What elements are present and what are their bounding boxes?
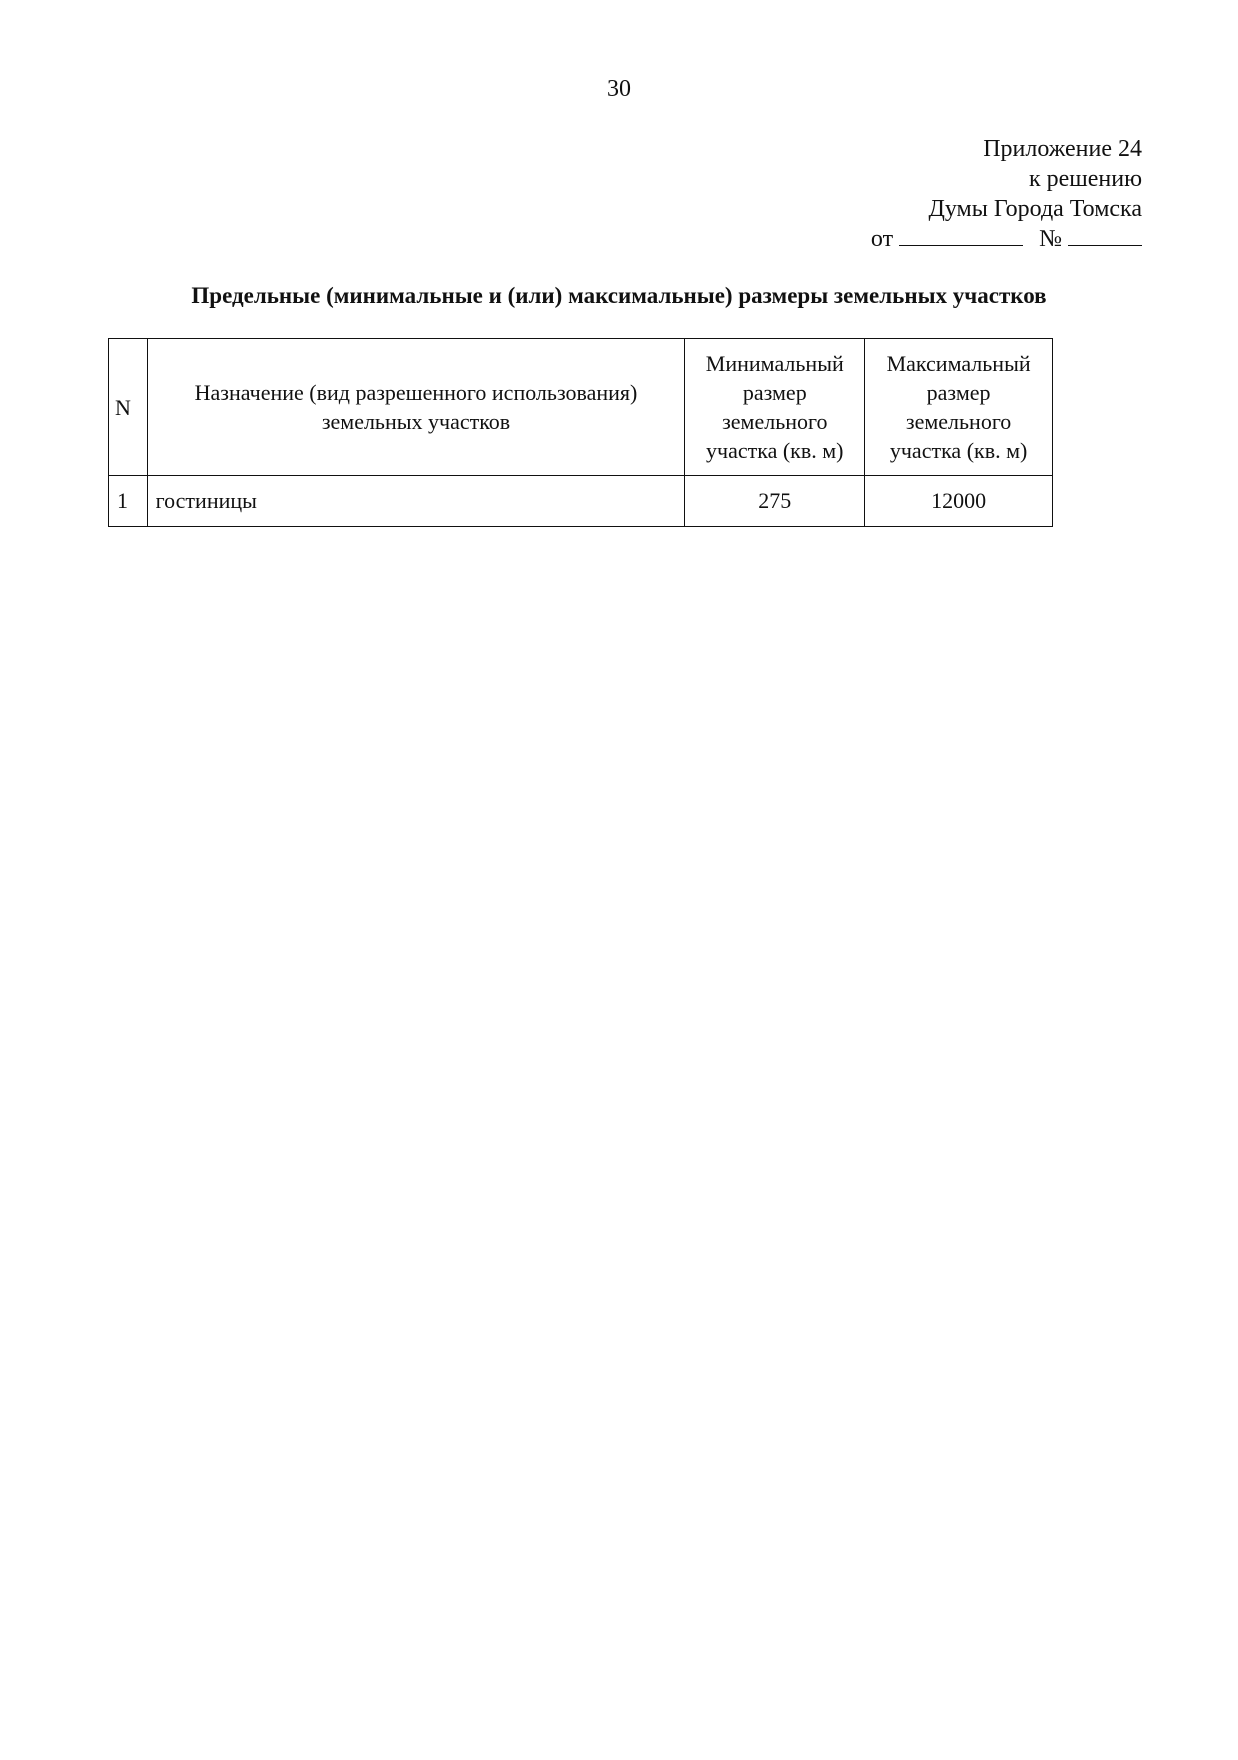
table-header-row	[109, 339, 1053, 476]
cell-purpose: гостиницы	[147, 476, 685, 527]
document-title: Предельные (минимальные и (или) максимальные) размеры земельных участков	[191, 283, 1047, 308]
number-blank	[1068, 225, 1142, 246]
table-row	[109, 476, 1053, 527]
land-plot-size-table	[108, 338, 1053, 527]
cell-min-size: 275	[685, 476, 865, 527]
appendix-header	[871, 134, 1142, 254]
date-blank	[899, 225, 1023, 246]
cell-max-size: 12000	[865, 476, 1053, 527]
page-number: 30	[607, 76, 631, 102]
number-sign: №	[1039, 226, 1062, 252]
appendix-decision: к решению	[1028, 166, 1142, 192]
header-purpose: Назначение (вид разрешенного использования) земельных участков	[147, 339, 685, 476]
header-min-size: Минимальный размер земельного участка (кв. м)	[685, 339, 865, 476]
appendix-authority: Думы Города Томска	[928, 196, 1142, 222]
cell-n: 1	[109, 476, 148, 527]
header-max-size: Максимальный размер земельного участка (кв. м)	[865, 339, 1053, 476]
appendix-date-number	[871, 224, 1142, 254]
header-n: N	[109, 339, 148, 476]
appendix-title: Приложение 24	[983, 136, 1142, 162]
date-prefix: от	[870, 226, 894, 252]
